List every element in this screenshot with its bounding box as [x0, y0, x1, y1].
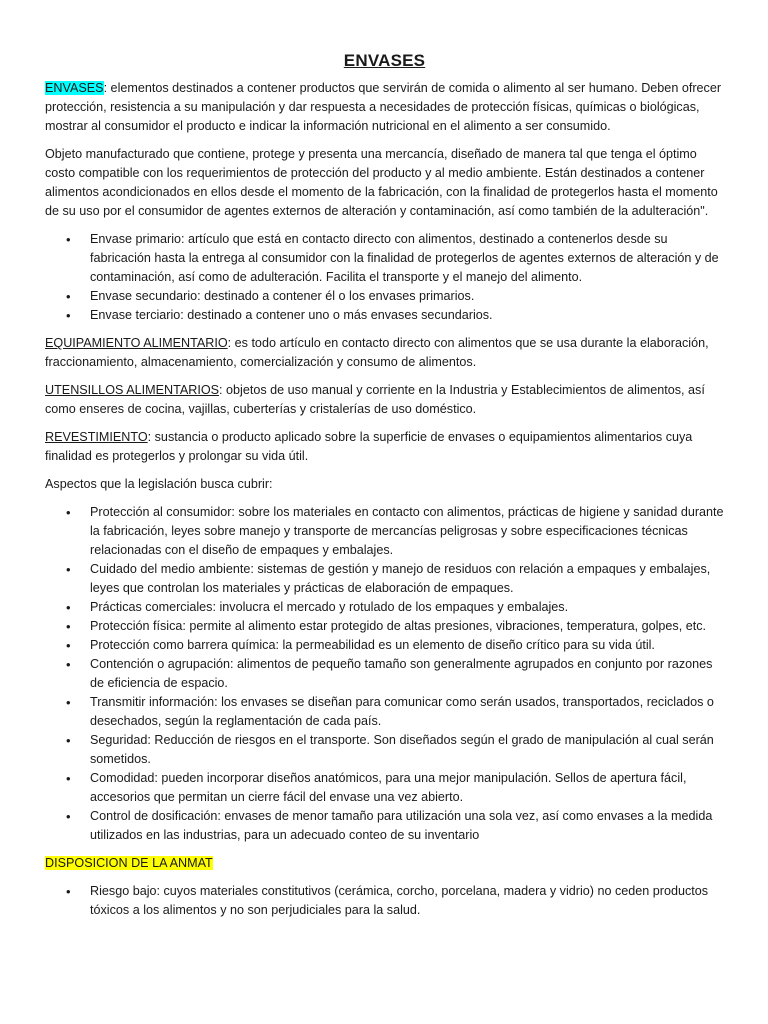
intro-text: : elementos destinados a contener productos que servirán de comida o alimento al ser humano. Deben ofrecer protección, resistencia a su manipulación y dar respuesta a necesidades de protección físicas, químicas o biológicas, mostrar al consumidor el producto e indicar la información nutricional en el alimento a ser consumido. — [45, 81, 722, 133]
list-item: • Envase primario: artículo que está en contacto directo con alimentos, destinado a contenerlos desde su fabricación hasta la entrega al consumidor con la finalidad de protegerlos de agentes externos de alteración y de contaminación, así como de adulteración. Facilita el transporte y el manejo del alimento. — [45, 230, 724, 287]
term-equipamiento: EQUIPAMIENTO ALIMENTARIO — [45, 336, 228, 350]
definition-paragraph: Objeto manufacturado que contiene, protege y presenta una mercancía, diseñado de manera tal que tenga el óptimo costo compatible con los requerimientos de protección del producto y al medio ambiente. Están destinados a contener alimentos acondicionados en ellos desde el momento de la fabricación, con la finalidad de protegerlos hasta el momento de su uso por el consumidor de agentes externos de alteración y contaminación, así como también de la adulteración". — [45, 147, 718, 218]
list-item: • Prácticas comerciales: involucra el mercado y rotulado de los empaques y embalajes. — [45, 598, 724, 617]
list-item: • Cuidado del medio ambiente: sistemas de gestión y manejo de residuos con relación a empaques y embalajes, leyes que controlan los materiales y prácticas de elaboración de empaques. — [45, 560, 724, 598]
list-item: • Transmitir información: los envases se diseñan para comunicar como serán usados, transportados, reciclados o desechados, según la reglamentación de cada país. — [45, 693, 724, 731]
term-utensilios: UTENSILLOS ALIMENTARIOS — [45, 383, 220, 397]
list-item: • Riesgo bajo: cuyos materiales constitutivos (cerámica, corcho, porcelana, madera y vidrio) no ceden productos tóxicos a los alimentos y no son perjudiciales para la salud. — [45, 882, 724, 920]
term-revestimiento: REVESTIMIENTO — [45, 430, 148, 444]
list-item: • Envase terciario: destinado a contener uno o más envases secundarios. — [45, 306, 724, 325]
intro-paragraph — [45, 79, 724, 136]
list-item: • Protección al consumidor: sobre los materiales en contacto con alimentos, prácticas de higiene y sanidad durante la fabricación, leyes sobre manejo y transporte de mercancías peligrosas y sobre especificaciones técnicas relacionadas con el diseño de empaques y embalajes. — [45, 503, 724, 560]
list-item: • Control de dosificación: envases de menor tamaño para utilización una sola vez, así como envases a la medida utilizados en las industrias, para un adecuado conteo de su inventario — [45, 807, 724, 845]
list-item: • Contención o agrupación: alimentos de pequeño tamaño son generalmente agrupados en conjunto por razones de eficiencia de espacio. — [45, 655, 724, 693]
equipamiento-text: : es todo artículo en contacto directo con alimentos que se usa durante la elaboración, fraccionamiento, almacenamiento, comercialización y consumo de alimentos. — [45, 336, 709, 369]
term-envases: ENVASES — [45, 81, 104, 95]
list-item: • Seguridad: Reducción de riesgos en el transporte. Son diseñados según el grado de manipulación al cual serán sometidos. — [45, 731, 724, 769]
utensilios-text: : objetos de uso manual y corriente en la Industria y Establecimientos de alimentos, así como enseres de cocina, vajillas, cuberterías y cristalerías de uso doméstico. — [45, 383, 705, 416]
list-item: • Envase secundario: destinado a contener él o los envases primarios. — [45, 287, 724, 306]
aspectos-list — [45, 503, 724, 845]
revestimiento-text: : sustancia o producto aplicado sobre la superficie de envases o equipamientos alimentarios cuya finalidad es protegerlos y prolongar su vida útil. — [45, 430, 693, 463]
list-item: • Protección como barrera química: la permeabilidad es un elemento de diseño crítico para su vida útil. — [45, 636, 724, 655]
aspectos-heading: Aspectos que la legislación busca cubrir: — [45, 477, 273, 491]
disposicion-heading: DISPOSICION DE LA ANMAT — [45, 856, 213, 870]
page-title: ENVASES — [343, 51, 426, 70]
equipamiento-paragraph — [45, 334, 724, 372]
list-item: • Protección física: permite al alimento estar protegido de altas presiones, vibraciones, temperatura, golpes, etc. — [45, 617, 724, 636]
utensilios-paragraph — [45, 381, 724, 419]
envase-types-list — [45, 230, 724, 325]
list-item: • Comodidad: pueden incorporar diseños anatómicos, para una mejor manipulación. Sellos de apertura fácil, accesorios que permitan un cierre fácil del envase una vez abierto. — [45, 769, 724, 807]
revestimiento-paragraph — [45, 428, 724, 466]
disposicion-heading-paragraph — [45, 854, 724, 873]
disposicion-list — [45, 882, 724, 920]
